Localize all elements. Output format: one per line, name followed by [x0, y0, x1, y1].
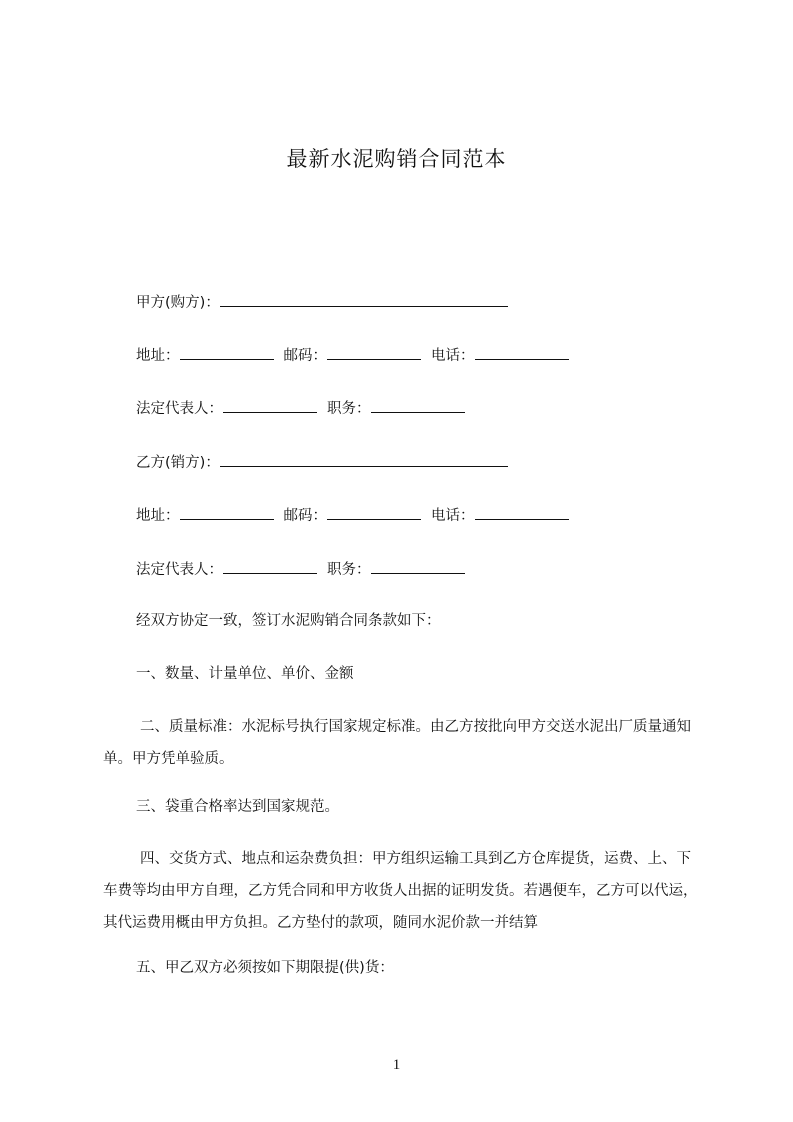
party-b-postcode-label: 邮码： — [283, 508, 327, 524]
clause-4: 四、交货方式、地点和运杂费负担：甲方组织运输工具到乙方仓库提货，运费、上、下车费等均由甲方自理，乙方凭合同和甲方收货人出据的证明发货。若遇便车，乙方可以代运，其代运费用概由甲方负担。乙方垫付的款项，随同水泥价款一并结算 — [103, 851, 698, 931]
party-a-address-blank[interactable] — [180, 345, 274, 360]
party-b-rep-blank[interactable] — [223, 559, 317, 574]
clause-1: 一、数量、计量单位、单价、金额 — [136, 666, 354, 682]
clause-5: 五、甲乙双方必须按如下期限提(供)货： — [136, 960, 394, 976]
party-b-address-blank[interactable] — [180, 505, 274, 520]
party-a-rep-blank[interactable] — [223, 398, 317, 413]
clause-2-paragraph — [103, 711, 703, 775]
document-title: 最新水泥购销合同范本 — [286, 147, 507, 171]
party-b-label: 乙方(销方)： — [136, 455, 220, 471]
party-b-address-label: 地址： — [136, 508, 180, 524]
party-a-phone-blank[interactable] — [475, 345, 569, 360]
party-a-rep-line — [136, 398, 475, 418]
party-b-position-blank[interactable] — [371, 559, 465, 574]
party-b-phone-label: 电话： — [431, 508, 475, 524]
party-b-line — [136, 452, 518, 472]
clause-2: 二、质量标准：水泥标号执行国家规定标准。由乙方按批向甲方交送水泥出厂质量通知单。甲方凭单验质。 — [103, 719, 691, 767]
party-a-blank[interactable] — [220, 292, 508, 307]
party-a-rep-label: 法定代表人： — [136, 401, 223, 417]
intro-text: 经双方协定一致，签订水泥购销合同条款如下： — [136, 613, 441, 629]
clause-4-paragraph — [103, 843, 703, 939]
party-a-position-label: 职务： — [327, 401, 371, 417]
party-a-label: 甲方(购方)： — [136, 295, 220, 311]
party-b-contact-line — [136, 505, 579, 525]
party-b-rep-line — [136, 559, 475, 579]
party-b-rep-label: 法定代表人： — [136, 562, 223, 578]
party-a-address-label: 地址： — [136, 348, 180, 364]
party-b-phone-blank[interactable] — [475, 505, 569, 520]
party-a-line — [136, 292, 518, 312]
clause-3: 三、袋重合格率达到国家规范。 — [136, 799, 339, 815]
page-number: 1 — [392, 1057, 401, 1073]
party-b-postcode-blank[interactable] — [327, 505, 421, 520]
party-a-phone-label: 电话： — [431, 348, 475, 364]
party-a-contact-line — [136, 345, 579, 365]
party-a-position-blank[interactable] — [371, 398, 465, 413]
party-b-blank[interactable] — [220, 452, 508, 467]
party-a-postcode-label: 邮码： — [283, 348, 327, 364]
party-b-position-label: 职务： — [327, 562, 371, 578]
party-a-postcode-blank[interactable] — [327, 345, 421, 360]
